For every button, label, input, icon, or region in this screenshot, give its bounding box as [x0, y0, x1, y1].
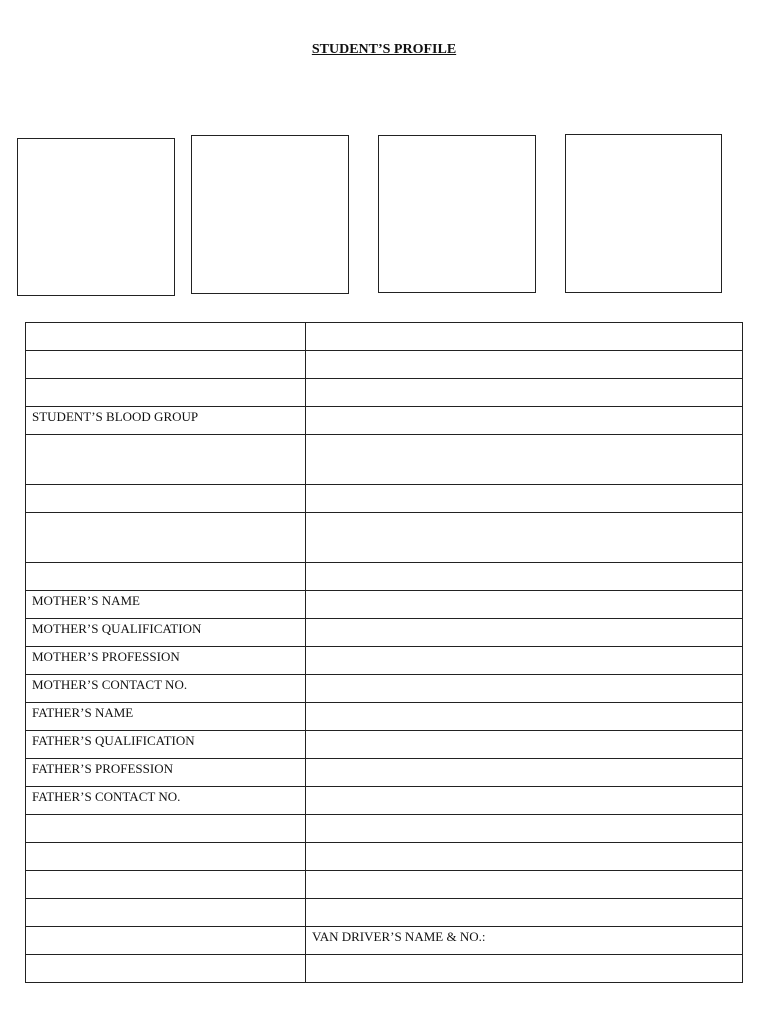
form-value-cell[interactable] [306, 731, 743, 759]
form-label-cell [26, 871, 306, 899]
form-label-cell [26, 899, 306, 927]
form-row [26, 647, 743, 675]
form-label-cell [26, 513, 306, 563]
form-label-cell: STUDENT’S BLOOD GROUP [26, 407, 306, 435]
form-row [26, 485, 743, 513]
form-value-cell[interactable] [306, 591, 743, 619]
form-label-cell: FATHER’S QUALIFICATION [26, 731, 306, 759]
form-label-cell: FATHER’S CONTACT NO. [26, 787, 306, 815]
form-label-cell: MOTHER’S CONTACT NO. [26, 675, 306, 703]
form-row [26, 619, 743, 647]
form-value-cell[interactable] [306, 379, 743, 407]
form-row [26, 899, 743, 927]
photo-box-2 [191, 135, 349, 294]
form-value-cell[interactable]: VAN DRIVER’S NAME & NO.: [306, 927, 743, 955]
form-value-cell[interactable] [306, 647, 743, 675]
form-row [26, 379, 743, 407]
form-label-cell [26, 435, 306, 485]
form-value-cell[interactable] [306, 323, 743, 351]
form-label-cell [26, 485, 306, 513]
photo-box-4 [565, 134, 722, 293]
form-row [26, 843, 743, 871]
form-row [26, 955, 743, 983]
form-value-cell[interactable] [306, 435, 743, 485]
form-label-cell: FATHER’S NAME [26, 703, 306, 731]
form-row [26, 787, 743, 815]
page-title: STUDENT’S PROFILE [311, 42, 457, 57]
form-row [26, 407, 743, 435]
form-value-cell[interactable] [306, 955, 743, 983]
form-value-cell[interactable] [306, 407, 743, 435]
form-value-cell[interactable] [306, 351, 743, 379]
form-row [26, 871, 743, 899]
form-label-cell [26, 379, 306, 407]
photo-box-3 [378, 135, 536, 293]
form-label-cell [26, 563, 306, 591]
form-label-cell [26, 843, 306, 871]
form-value-cell[interactable] [306, 787, 743, 815]
form-value-cell[interactable] [306, 513, 743, 563]
form-label-cell [26, 323, 306, 351]
form-row [26, 703, 743, 731]
form-value-cell[interactable] [306, 485, 743, 513]
form-row [26, 675, 743, 703]
form-row [26, 815, 743, 843]
form-label-cell [26, 927, 306, 955]
profile-form-table [25, 322, 743, 983]
form-label-cell: FATHER’S PROFESSION [26, 759, 306, 787]
form-row [26, 591, 743, 619]
form-value-cell[interactable] [306, 815, 743, 843]
form-label-cell [26, 815, 306, 843]
form-row [26, 513, 743, 563]
form-row [26, 435, 743, 485]
form-row [26, 759, 743, 787]
form-row [26, 927, 743, 955]
form-row [26, 731, 743, 759]
form-label-cell: MOTHER’S PROFESSION [26, 647, 306, 675]
form-value-cell[interactable] [306, 703, 743, 731]
form-label-cell [26, 955, 306, 983]
form-row [26, 323, 743, 351]
form-value-cell[interactable] [306, 675, 743, 703]
form-value-cell[interactable] [306, 843, 743, 871]
form-value-cell[interactable] [306, 563, 743, 591]
form-value-cell[interactable] [306, 619, 743, 647]
form-row [26, 563, 743, 591]
form-value-cell[interactable] [306, 899, 743, 927]
photo-box-1 [17, 138, 175, 296]
form-value-cell[interactable] [306, 759, 743, 787]
form-row [26, 351, 743, 379]
form-label-cell [26, 351, 306, 379]
form-label-cell: MOTHER’S QUALIFICATION [26, 619, 306, 647]
form-value-cell[interactable] [306, 871, 743, 899]
form-label-cell: MOTHER’S NAME [26, 591, 306, 619]
